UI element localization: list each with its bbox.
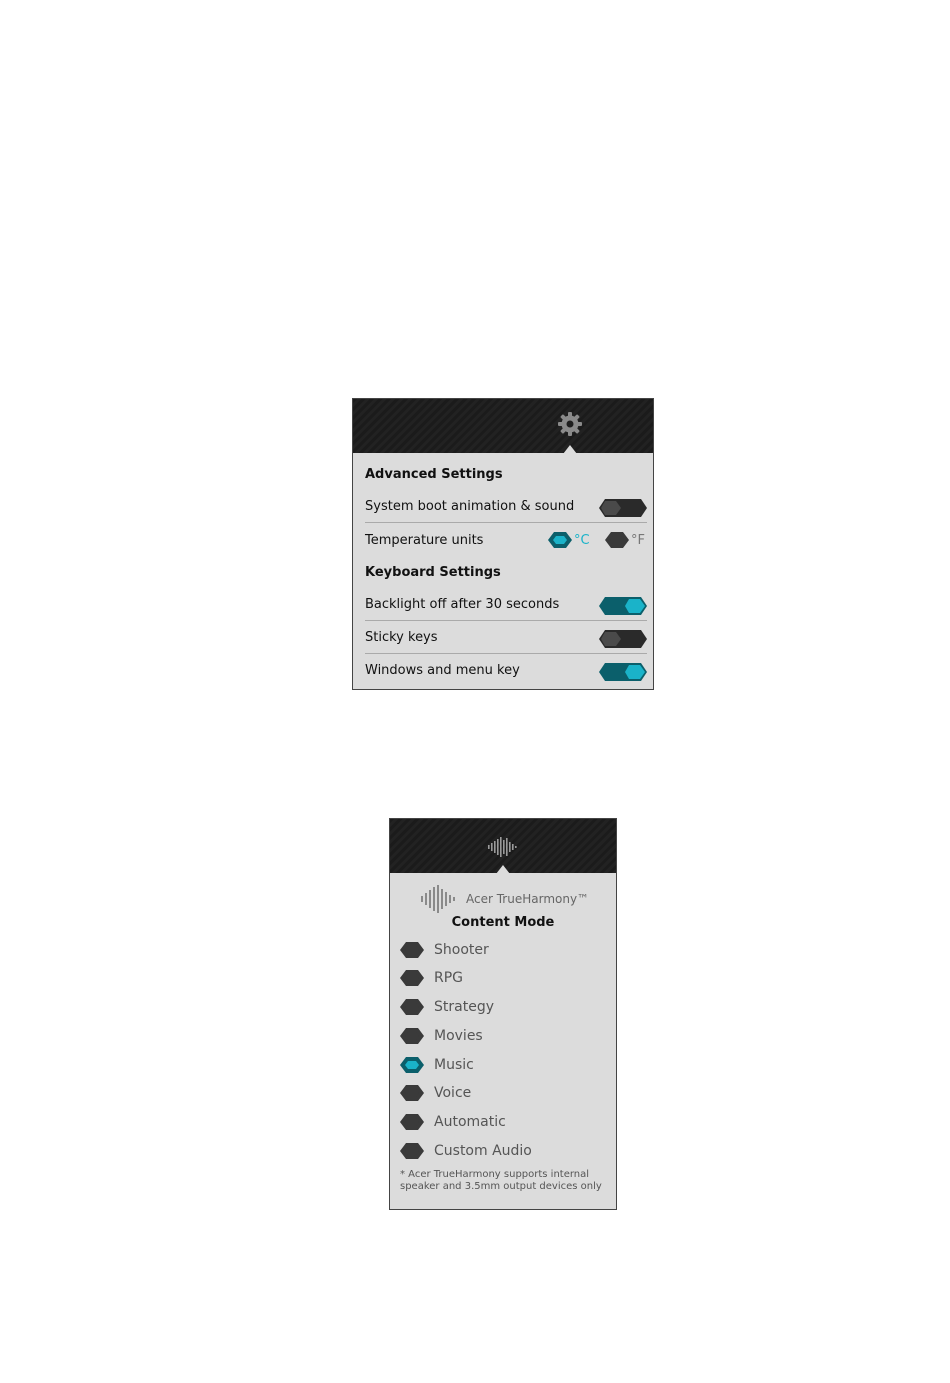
trueharmony-panel: [389, 818, 617, 1210]
hex-radio-icon: [400, 1114, 424, 1130]
mode-music[interactable]: [400, 1053, 474, 1077]
mode-automatic[interactable]: [400, 1110, 506, 1134]
mode-label: Music: [434, 1057, 474, 1073]
windows-key-toggle[interactable]: [599, 663, 647, 681]
hex-radio-icon: [400, 1085, 424, 1101]
row-temperature: [365, 525, 647, 557]
sticky-keys-toggle[interactable]: [599, 630, 647, 648]
boot-animation-toggle[interactable]: [599, 499, 647, 517]
header-notch: [496, 865, 510, 874]
hex-radio-icon: [400, 942, 424, 958]
hex-radio-icon: [548, 532, 572, 548]
mode-label: Custom Audio: [434, 1143, 532, 1159]
backlight-toggle[interactable]: [599, 597, 647, 615]
unit-celsius[interactable]: [548, 532, 590, 548]
mode-label: Automatic: [434, 1114, 506, 1130]
hex-radio-icon: [400, 999, 424, 1015]
settings-panel: [352, 398, 654, 690]
mode-label: Movies: [434, 1028, 483, 1044]
temperature-label: Temperature units: [365, 533, 484, 548]
mode-label: Strategy: [434, 999, 494, 1015]
divider: [365, 653, 647, 654]
unit-fahrenheit[interactable]: [605, 532, 645, 548]
row-windows-key: [365, 655, 647, 687]
row-sticky-keys: [365, 622, 647, 654]
hex-radio-icon: [400, 1143, 424, 1159]
divider: [365, 620, 647, 621]
advanced-settings-title: Advanced Settings: [365, 467, 503, 482]
sticky-keys-label: Sticky keys: [365, 630, 438, 645]
hex-radio-icon: [400, 1028, 424, 1044]
celsius-label: °C: [574, 532, 590, 548]
settings-header: [353, 399, 653, 453]
mode-label: Shooter: [434, 942, 489, 958]
divider: [365, 522, 647, 523]
mode-label: Voice: [434, 1085, 472, 1101]
windows-key-label: Windows and menu key: [365, 663, 520, 678]
row-backlight: [365, 589, 647, 621]
brand-label: Acer TrueHarmony™: [466, 892, 590, 906]
mode-rpg[interactable]: [400, 966, 463, 990]
backlight-label: Backlight off after 30 seconds: [365, 597, 560, 612]
gear-icon[interactable]: [557, 411, 583, 437]
content-mode-title: Content Mode: [451, 915, 555, 930]
mode-custom-audio[interactable]: [400, 1139, 532, 1163]
fahrenheit-label: °F: [631, 532, 645, 548]
header-notch: [563, 445, 577, 454]
hex-radio-icon: [400, 1057, 424, 1073]
mode-voice[interactable]: [400, 1081, 471, 1105]
sound-wave-icon[interactable]: [487, 837, 517, 857]
trueharmony-header: [390, 819, 616, 873]
hex-radio-icon: [400, 970, 424, 986]
boot-animation-label: System boot animation & sound: [365, 499, 575, 514]
mode-label: RPG: [434, 970, 464, 986]
mode-strategy[interactable]: [400, 995, 494, 1019]
keyboard-settings-title: Keyboard Settings: [365, 565, 501, 580]
row-boot-animation: [365, 491, 647, 523]
mode-shooter[interactable]: [400, 938, 489, 962]
trueharmony-logo-icon: [420, 885, 458, 913]
hex-radio-icon: [605, 532, 629, 548]
footnote: * Acer TrueHarmony supports internal speaker and 3.5mm output devices only: [400, 1169, 602, 1192]
mode-movies[interactable]: [400, 1024, 483, 1048]
trueharmony-brand: [420, 885, 589, 913]
